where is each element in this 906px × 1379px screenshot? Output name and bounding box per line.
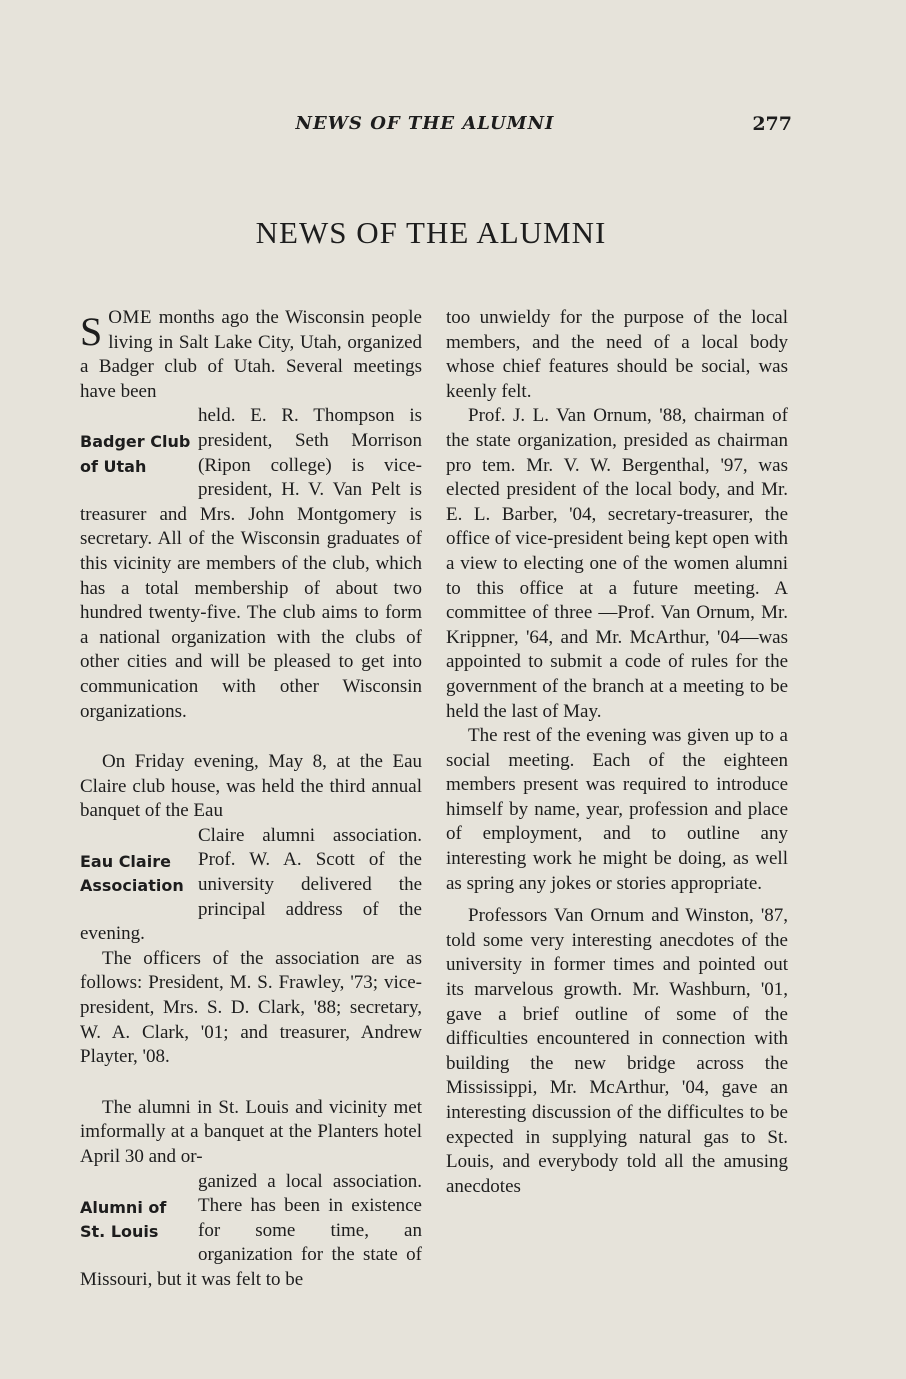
side-head-line: Alumni of	[80, 1197, 167, 1217]
side-head-line: St. Louis	[80, 1222, 159, 1242]
st-louis-social-paragraph: The rest of the evening was given up to a social meeting. Each of the eighteen members present was required to introduce himself by name, year, profession and place of employment, and to outline any interesting work he might be doing, as well as spring any jokes or stories appropriate.	[446, 725, 788, 894]
first-word-rest: OME	[108, 307, 152, 328]
st-louis-officers-paragraph: Prof. J. L. Van Ornum, '88, chairman of the state organization, presided as chairman pro tem. Mr. V. W. Bergenthal, '97, was elected president of the local body, and Mr. E. L. Barber, '04, secretary-treasurer, the office of vice-president being kept open with a view to electing one of the women alumni to this office at a future meeting. A committee of three —Prof. Van Ornum, Mr. Krippner, '64, and Mr. McArthur, '04—was appointed to submit a code of rules for the government of the branch at a meeting to be held the last of May.	[446, 405, 788, 722]
eau-claire-paragraph-intro: On Friday evening, May 8, at the Eau Claire club house, was held the third annual banquet of the Eau	[80, 751, 422, 822]
st-louis-paragraph-intro: The alumni in St. Louis and vicinity met imformally at a banquet at the Planters hotel April 30 and or-	[80, 1096, 422, 1167]
side-head-line: of Utah	[80, 456, 147, 476]
st-louis-anecdotes-paragraph: Professors Van Ornum and Winston, '87, told some very interesting anecdotes of the university in former times and pointed out its marvelous growth. Mr. Washburn, '01, gave a brief outline of some of the difficulties encountered in connection with building the new bridge across the Mississippi, Mr. McArthur, '04, gave an interesting discussion of the difficultes to be expected in supplying natural gas to St. Louis, and everybody told all the amusing anecdotes	[446, 905, 788, 1197]
left-column	[80, 306, 422, 1293]
st-louis-paragraph-rest: ganized a local association. There has been in existence for some time, an organization for the state of Missouri, but it was felt to be	[80, 1170, 422, 1290]
running-header-title: NEWS OF THE ALUMNI	[295, 113, 555, 134]
drop-cap: S	[80, 309, 103, 354]
utah-paragraph-intro	[80, 306, 422, 404]
side-head-line: Eau Claire	[80, 851, 171, 871]
utah-text-start: months ago the Wisconsin people living in Salt Lake City, Utah, organized a Badger club of Utah. Several meetings have been	[80, 307, 422, 402]
eau-claire-paragraph-rest: Claire alumni association. Prof. W. A. Scott of the university delivered the principal address of the evening.	[80, 824, 422, 945]
st-louis-paragraph-continued: too unwieldy for the purpose of the local members, and the need of a local body whose chief features should be social, was keenly felt.	[446, 307, 788, 402]
side-head-line: Association	[80, 876, 184, 896]
side-head-badger-club-utah	[80, 430, 198, 479]
page-number: 277	[752, 113, 792, 135]
utah-paragraph-rest: held. E. R. Thompson is president, Seth Morrison (Ripon college) is vice-president, H. V. Van Pelt is treasurer and Mrs. John Montgomery is secretary. All of the Wisconsin graduates of this vicinity are members of the club, which has a total membership of about two hundred twenty-five. The club aims to form a national organization with the clubs of other cities and will be pleased to get into communication with other Wisconsin organizations.	[80, 405, 422, 722]
right-column	[446, 306, 788, 1199]
side-head-alumni-st-louis	[80, 1196, 198, 1245]
side-head-eau-claire-association	[80, 850, 198, 899]
eau-claire-officers-paragraph: The officers of the association are as follows: President, M. S. Frawley, '73; vice-president, Mrs. S. D. Clark, '88; secretary, W. A. Clark, '01; and treasurer, Andrew Playter, '08.	[80, 947, 422, 1068]
side-head-line: Badger Club	[80, 432, 191, 452]
page-title: NEWS OF THE ALUMNI	[255, 215, 607, 250]
